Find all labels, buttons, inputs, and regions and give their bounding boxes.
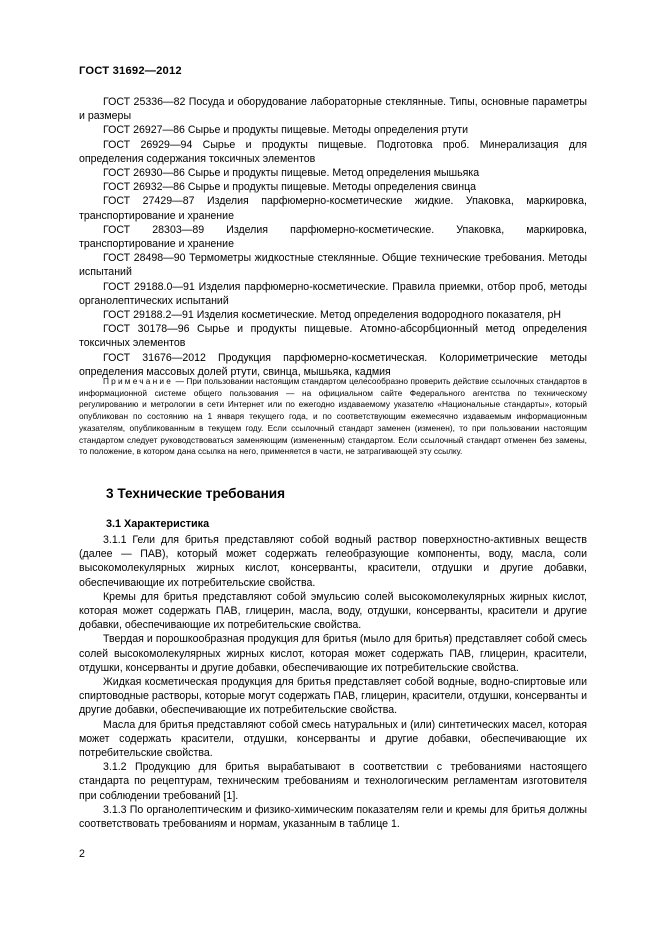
reference-item: ГОСТ 26930—86 Сырье и продукты пищевые. Метод определения мышьяка — [103, 167, 480, 180]
note-paragraph — [79, 376, 587, 458]
note-text: — При пользовании настоящим стандартом целесообразно проверить действие ссылочных стандартов в информационной системе общего пользования — на официальном сайте Федерального агентства по техническому регулированию и метрологии в сети Интернет или по ежегодно издаваемому указателю «Национальные стандарты», который опубликован по состоянию на 1 января текущего года, и по соответствующим ежемесячно издаваемым информационным указателям, опубликованным в текущем году. Если ссылочный стандарт заменен (изменен), то при пользовании настоящим стандартом следует руководствоваться заменяющим (измененным) стандартом. Если ссылочный стандарт отменен без замены, то положение, в котором дана ссылка на него, применяется в части, не затрагивающей эту ссылку. — [79, 376, 587, 457]
page-number: 2 — [79, 848, 85, 860]
reference-item: ГОСТ 26927—86 Сырье и продукты пищевые. Методы определения ртути — [103, 124, 469, 137]
section-title: 3 Технические требования — [106, 486, 286, 501]
reference-item: ГОСТ 30178—96 Сырье и продукты пищевые. Атомно-абсорбционный метод определения токсичных элементов — [79, 323, 587, 350]
reference-item: ГОСТ 28498—90 Термометры жидкостные стеклянные. Общие технические требования. Методы испытаний — [79, 252, 587, 279]
reference-item: ГОСТ 29188.2—91 Изделия косметические. Метод определения водородного показателя, pH — [103, 309, 562, 322]
body-paragraph: Масла для бритья представляют собой смесь натуральных и (или) синтетических масел, которая может содержать красители, отдушки, консерванты и другие добавки, обеспечивающие их потребительские свойства. — [79, 718, 587, 760]
body-paragraph: 3.1.3 По органолептическим и физико-химическим показателям гели и кремы для бритья должны соответствовать требованиям и нормам, указанным в таблице 1. — [79, 803, 587, 831]
reference-item: ГОСТ 26932—86 Сырье и продукты пищевые. Методы определения свинца — [103, 181, 477, 194]
note-block — [79, 376, 587, 458]
note-label: Примечание — [103, 376, 174, 386]
body-paragraph: Кремы для бритья представляют собой эмульсию солей высокомолекулярных жирных кислот, которая может содержать ПАВ, глицерин, масла, воду, отдушки, консерванты, красители и другие добавки, обеспечивающие их потребительские свойства. — [79, 590, 587, 632]
body-paragraph: Жидкая косметическая продукция для бритья представляет собой водные, водно-спиртовые или спиртоводные растворы, которые могут содержать ПАВ, глицерин, красители, отдушки, консерванты и другие добавки, обеспечивающие их потребительские свойства. — [79, 676, 587, 717]
reference-item: ГОСТ 28303—89 Изделия парфюмерно-косметические. Упаковка, маркировка, транспортирование и хранение — [79, 223, 587, 251]
section-body — [79, 533, 587, 831]
body-paragraph: Твердая и порошкообразная продукция для бритья (мыло для бритья) представляет собой смесь солей высокомолекулярных жирных кислот, которая может содержать ПАВ, глицерин, красители, отдушки, консерванты и другие добавки, обеспечивающие их потребительские свойства. — [79, 633, 587, 674]
running-header: ГОСТ 31692—2012 — [79, 65, 182, 77]
normative-references-list — [79, 95, 587, 379]
subsection-title: 3.1 Характеристика — [106, 518, 210, 530]
reference-item: ГОСТ 26929—94 Сырье и продукты пищевые. Подготовка проб. Минерализация для определения содержания токсичных элементов — [79, 138, 587, 165]
reference-item: ГОСТ 29188.0—91 Изделия парфюмерно-косметические. Правила приемки, отбор проб, методы органолептических испытаний — [79, 280, 587, 307]
body-paragraph: 3.1.2 Продукцию для бритья вырабатывают в соответствии с требованиями настоящего стандарта по рецептурам, техническим требованиям и технологическим регламентам изготовителя при соблюдении требований [1]. — [79, 761, 587, 802]
reference-item: ГОСТ 25336—82 Посуда и оборудование лабораторные стеклянные. Типы, основные параметры и размеры — [79, 96, 587, 123]
reference-item: ГОСТ 31676—2012 Продукция парфюмерно-косметическая. Колориметрические методы определения массовых долей ртути, свинца, мышьяка, кадмия — [79, 351, 587, 378]
body-paragraph: 3.1.1 Гели для бритья представляют собой водный раствор поверхностно-активных веществ (далее — ПАВ), который может содержать гелеобразующие компоненты, воду, масла, соли высокомолекулярных жирных кислот, консерванты, красители, отдушки и другие добавки, обеспечивающие их потребительские свойства. — [79, 534, 587, 589]
reference-item: ГОСТ 27429—87 Изделия парфюмерно-косметические жидкие. Упаковка, маркировка, транспортирование и хранение — [79, 195, 587, 222]
